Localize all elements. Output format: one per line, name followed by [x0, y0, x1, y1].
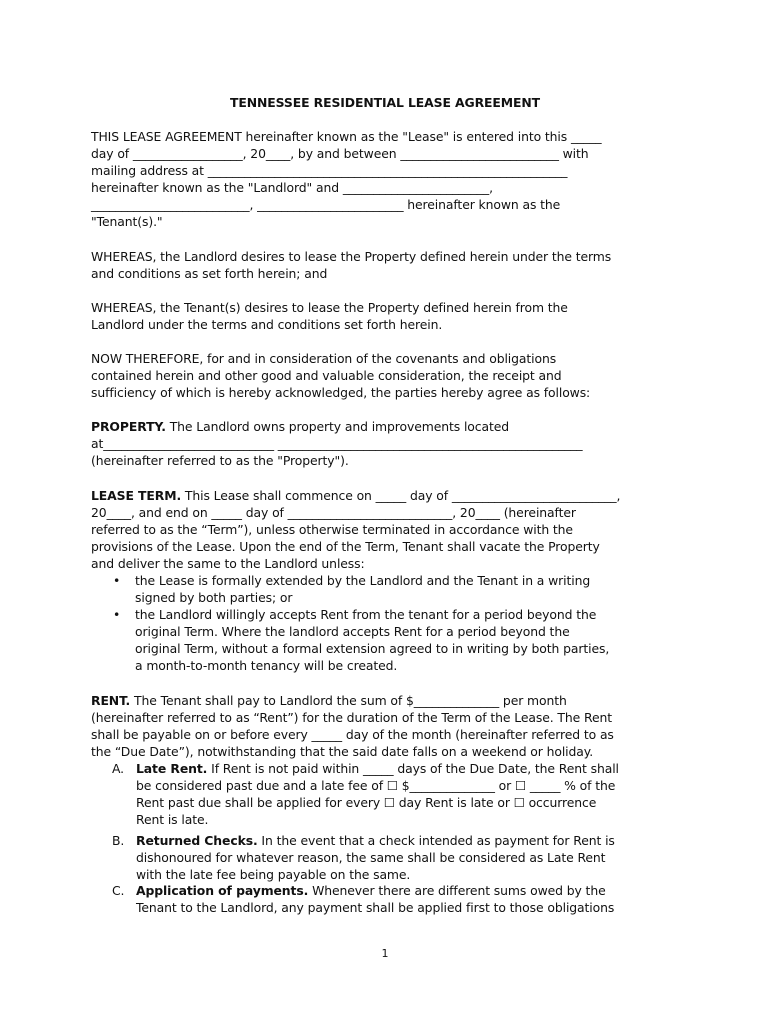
- rent-section: [91, 692, 691, 760]
- text-line: THIS LEASE AGREEMENT hereinafter known as the "Lease" is entered into this _____: [91, 129, 602, 144]
- text-line: Late Rent. If Rent is not paid within _____ days of the Due Date, the Rent shall: [136, 761, 619, 776]
- lease-term-bullet-2: [91, 606, 691, 676]
- rent-item-late-rent: [91, 760, 691, 830]
- text-line: Application of payments. Whenever there are different sums owed by the: [136, 883, 606, 898]
- text-line: and deliver the same to the Landlord unless:: [91, 556, 365, 572]
- text-line: provisions of the Lease. Upon the end of the Term, Tenant shall vacate the Property: [91, 539, 600, 555]
- text-line: Tenant to the Landlord, any payment shall be applied first to those obligations: [136, 900, 615, 916]
- text-line: day of __________________, 20____, by and between __________________________ with: [91, 146, 589, 162]
- text-line: original Term. Where the landlord accepts Rent for a period beyond the: [135, 624, 570, 640]
- text-line: at____________________________ __________________________________________________: [91, 436, 583, 452]
- text-line: signed by both parties; or: [135, 590, 293, 606]
- text-line: "Tenant(s).": [91, 214, 163, 230]
- intro-paragraph: [91, 128, 691, 231]
- text-line: the Landlord willingly accepts Rent from the tenant for a period beyond the: [135, 607, 597, 622]
- text-line: Rent is late.: [136, 812, 209, 828]
- list-marker: B.: [112, 833, 125, 848]
- lease-term-bullet-1: [91, 572, 691, 608]
- text-line: the “Due Date”), notwithstanding that the said date falls on a weekend or holiday.: [91, 744, 594, 760]
- text-line: __________________________, ________________________ hereinafter known as the: [91, 197, 561, 213]
- text-line: dishonoured for whatever reason, the same shall be considered as Late Rent: [136, 850, 606, 866]
- list-marker: C.: [112, 883, 125, 898]
- text-line: (hereinafter referred to as the "Property").: [91, 453, 349, 469]
- bullet-marker: •: [113, 573, 121, 588]
- text-line: a month-to-month tenancy will be created.: [135, 658, 398, 674]
- text-line: referred to as the “Term”), unless otherwise terminated in accordance with the: [91, 522, 573, 538]
- text-line: RENT. The Tenant shall pay to Landlord the sum of $______________ per month: [91, 693, 567, 708]
- text-line: be considered past due and a late fee of ☐ $______________ or ☐ _____ % of the: [136, 778, 616, 794]
- item-heading: Application of payments.: [136, 883, 309, 898]
- list-marker: A.: [112, 761, 124, 776]
- text-line: with the late fee being payable on the same.: [136, 867, 411, 883]
- text-line: NOW THEREFORE, for and in consideration of the covenants and obligations: [91, 351, 557, 366]
- text-line: Returned Checks. In the event that a check intended as payment for Rent is: [136, 833, 615, 848]
- document-page: [91, 0, 691, 1024]
- text-line: 20____, and end on _____ day of ___________________________, 20____ (hereinafter: [91, 505, 576, 521]
- text-line: contained herein and other good and valuable consideration, the receipt and: [91, 368, 562, 384]
- section-heading: PROPERTY.: [91, 419, 166, 434]
- text-line: original Term, without a formal extension agreed to in writing by both parties,: [135, 641, 610, 657]
- document-title: TENNESSEE RESIDENTIAL LEASE AGREEMENT: [230, 95, 540, 110]
- section-heading: RENT.: [91, 693, 131, 708]
- text-line: Landlord under the terms and conditions set forth herein.: [91, 317, 443, 333]
- text-line: (hereinafter referred to as “Rent”) for the duration of the Term of the Lease. The Rent: [91, 710, 612, 726]
- property-section: [91, 418, 691, 469]
- text-line: WHEREAS, the Landlord desires to lease the Property defined herein under the terms: [91, 249, 612, 264]
- whereas-landlord-paragraph: [91, 248, 691, 282]
- now-therefore-paragraph: [91, 350, 691, 401]
- bullet-marker: •: [113, 607, 121, 622]
- text-line: sufficiency of which is hereby acknowledged, the parties hereby agree as follows:: [91, 385, 591, 401]
- text-line: WHEREAS, the Tenant(s) desires to lease the Property defined herein from the: [91, 300, 568, 315]
- page-number: 1: [381, 947, 389, 960]
- text-line: Rent past due shall be applied for every ☐ day Rent is late or ☐ occurrence: [136, 795, 597, 811]
- text-line: mailing address at ___________________________________________________________: [91, 163, 568, 179]
- item-heading: Returned Checks.: [136, 833, 258, 848]
- rent-item-application-of-payments: [91, 882, 691, 918]
- whereas-tenant-paragraph: [91, 299, 691, 333]
- text-line: shall be payable on or before every _____ day of the month (hereinafter referred to as: [91, 727, 614, 743]
- text-line: hereinafter known as the "Landlord" and ________________________,: [91, 180, 493, 196]
- lease-term-section: [91, 487, 691, 572]
- text-line: and conditions as set forth herein; and: [91, 266, 328, 282]
- text-line: the Lease is formally extended by the Landlord and the Tenant in a writing: [135, 573, 591, 588]
- text-line: LEASE TERM. This Lease shall commence on _____ day of ___________________________,: [91, 488, 621, 503]
- item-heading: Late Rent.: [136, 761, 208, 776]
- text-line: PROPERTY. The Landlord owns property and improvements located: [91, 419, 510, 434]
- rent-item-returned-checks: [91, 832, 691, 884]
- section-heading: LEASE TERM.: [91, 488, 182, 503]
